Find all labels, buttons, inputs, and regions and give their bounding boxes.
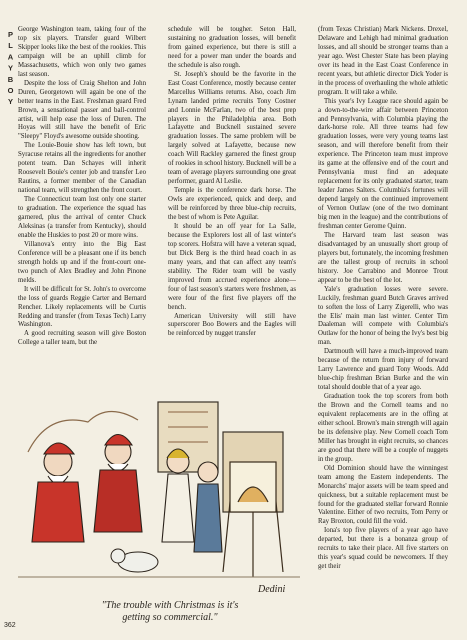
paragraph: American University will still have superscorer Boo Bowers and the Eagles will be reinforced by nugget transfer bbox=[168, 312, 296, 338]
paragraph: This year's Ivy League race should again be a down-to-the-wire affair between Princeton and Pennsylvania, with Columbia playing the dark-horse role. All three teams had few graduation losses, were very young teams last season, and will therefore benefit from their experience. The Princeton team must improve its game at the offensive end of the court and Pennsylvania must find an adequate replacement for its only graduated starter, team leader James Salters. Columbia's fortunes will depend largely on the continued improvement of Vernon Outlaw (one of the two dominant big men in the league) and the contributions of freshman center Gerome Quinn. bbox=[318, 97, 448, 230]
paragraph: It will be difficult for St. John's to overcome the loss of guards Reggie Carter and Bernard Rencher. Likely replacements will be Curtis Redding and transfer (from Texas Tech) Larry Washington. bbox=[18, 285, 146, 329]
cartoon-illustration bbox=[18, 392, 300, 602]
paragraph: The Louie-Bouie show has left town, but Syracuse retains all the ingredients for another potent team. Dan Schayes will inherit Roosevelt Bouie's center job and transfer Leo Rautins, a former member of the Canadian national team, will strengthen the front court. bbox=[18, 142, 146, 195]
page-number: 362 bbox=[4, 622, 16, 629]
caption-line: getting so commercial." bbox=[122, 612, 218, 623]
artist-signature: Dedini bbox=[258, 584, 286, 595]
text-column-3 bbox=[318, 26, 448, 572]
paragraph: It should be an off year for La Salle, because the Explorers lost all of last winter's top scorers. Hofstra will have a veteran squad, but Dick Berg is the third head coach in as many years, and that can affect any team's stability. The Rider team will be vastly improved from accrued experience alone—four of last season's starters were freshmen, as were four of the first five players off the bench. bbox=[168, 222, 296, 311]
paragraph: Old Dominion should have the winningest team among the Eastern independents. The Monarchs' major assets will be team speed and quickness, but a suitable replacement must be found for the graduated stellar forward Ronnie Valentine. Either of two recruits, Tom Perry or Ray Broxton, could fill the void. bbox=[318, 464, 448, 526]
paragraph: Despite the loss of Craig Shelton and John Duren, Georgetown will again be one of the better teams in the East. Freshman guard Fred Brown, a sensational passer and ball-control artist, will help ease the loss of Duren. The Hoyas will still have the benefit of Eric "Sleepy" Floyd's awesome outside shooting. bbox=[18, 79, 146, 141]
paragraph: A good recruiting season will give Boston College a taller team, but the bbox=[18, 330, 146, 347]
paragraph: Yale's graduation losses were severe. Luckily, freshman guard Butch Graves arrived to soften the loss of Larry Zigerelli, who was the Elis' main man last winter. Center Tim Daaleman will compete with Columbia's Outlaw for the honor of being the Ivy's best big man. bbox=[318, 285, 448, 347]
dog bbox=[111, 549, 158, 572]
caption-line: "The trouble with Christmas is it's bbox=[101, 600, 239, 611]
paragraph: The Harvard team last season was disadvantaged by an unusually short group of players but, fortunately, the incoming freshmen are the tallest group of recruits in school history. Joe Carrabino and Monroe Trout appear to be the best of the lot. bbox=[318, 231, 448, 284]
paragraph: George Washington team, taking four of the top six players. Transfer guard Wilbert Skipper looks like the best of the rookies. This campaign will be an uphill climb for Massachusetts, which won only two games last season. bbox=[18, 26, 146, 78]
text-column-1 bbox=[18, 26, 146, 348]
paragraph: Dartmouth will have a much-improved team because of the return from injury of forward Larry Lawrence and guard Tony Woods. Add blue-chip freshman Brian Burke and the win total should double that of a year ago. bbox=[318, 348, 448, 392]
paragraph: Villanova's entry into the Big East Conference will be a pleasant one if its bench strength holds up and if the front-court one-two punch of Alex Bradley and John Pinone melds. bbox=[18, 240, 146, 284]
paragraph: Graduation took the top scorers from both the Brown and the Cornell teams and no equivalent replacements are in the offing at either school. Brown's main strength will again be its defensive play. New Cornell coach Tom Miller has brought in eight recruits, so chances are good that there will be a couple of nuggets in the group. bbox=[318, 393, 448, 463]
text-column-2 bbox=[168, 26, 296, 339]
cartoon-caption bbox=[60, 600, 280, 624]
paragraph: Iona's top five players of a year ago have departed, but there is a bonanza group of recruits to take their place. All five starters on this year's squad could be newcomers. If they get their bbox=[318, 527, 448, 571]
paragraph: The Connecticut team lost only one starter to graduation. The experience the squad has garnered, plus the arrival of center Chuck Aleksinas (a transfer from Kentucky), should enable the Huskies to post 20 or more wins. bbox=[18, 196, 146, 239]
paragraph: Temple is the conference dark horse. The Owls are experienced, quick and deep, and will be reinforced by three blue-chip recruits, the best of whom is Pete Aguilar. bbox=[168, 187, 296, 222]
easel bbox=[223, 462, 283, 577]
santa-figure bbox=[94, 435, 142, 533]
paragraph: schedule will be tougher. Seton Hall, sustaining no graduation losses, will benefit from gained experience, but there is still a need for a power man under the boards and the schedule is also rough. bbox=[168, 26, 296, 69]
magazine-name: PLAYBOY bbox=[6, 30, 15, 109]
paragraph: St. Joseph's should be the favorite in the East Coast Conference, mostly because center Marcellus Williams returns. Also, coach Jim Lynam landed prime recruits Tony Costner and Lonnie McFarlan, two of the best prep players in the Philadelphia area. Both Lafayette and Bucknell sustained severe graduation losses. The same problem will be largely solved at Lafayette, because new coach Will Rackley garnered the finest group of rookies in school history. Bucknell will be a team of average players surrounding one great performer, guard Al Leslie. bbox=[168, 70, 296, 186]
paragraph: (from Texas Christian) Mark Nickens. Drexel, Delaware and Lehigh had minimal graduation losses, and all should be stronger teams than a year ago. West Chester State has been playing over its head in the East Coast Conference in recent years, but athletic director Dick Yoder is in the process of overhauling the whole athletic program. It will take a while. bbox=[318, 26, 448, 96]
santa-figure bbox=[32, 443, 84, 542]
